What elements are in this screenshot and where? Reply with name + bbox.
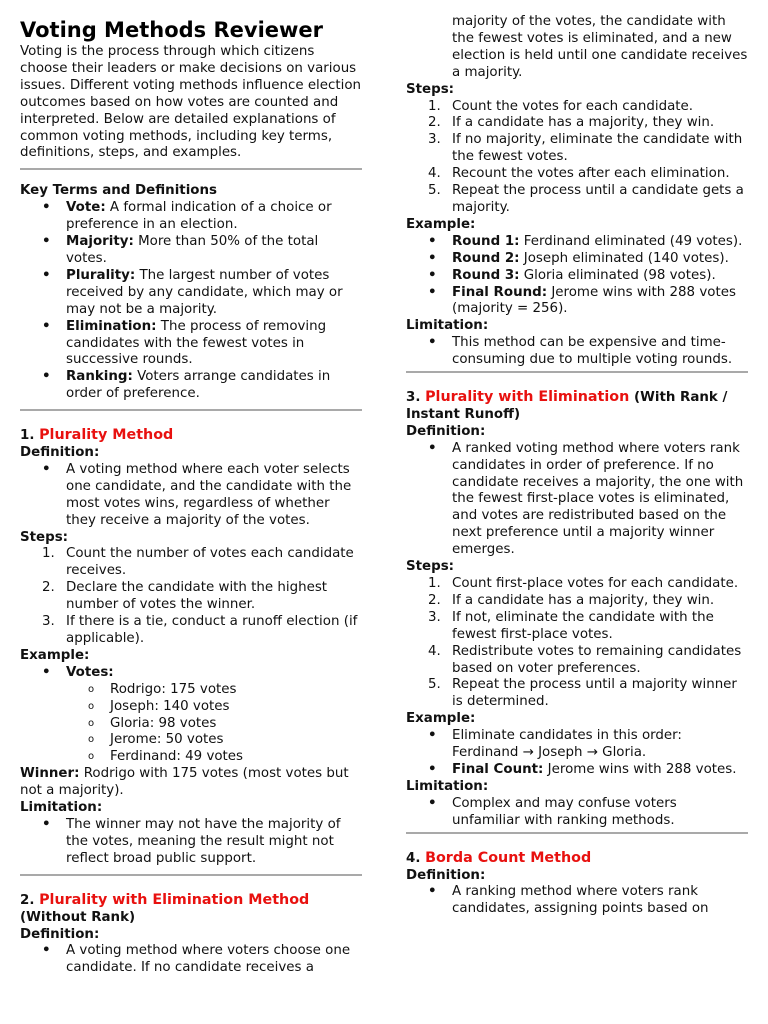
- page-title: Voting Methods Reviewer: [20, 18, 324, 42]
- section-2-subtitle: (Without Rank): [20, 909, 136, 925]
- round-text: Jerome wins with 288 votes (majority = 256).: [452, 284, 736, 317]
- round-text: Ferdinand eliminated (49 votes).: [519, 233, 743, 249]
- step-text: Declare the candidate with the highest number of votes the winner.: [66, 580, 328, 613]
- step-number: 4.: [428, 643, 441, 659]
- list-item: [428, 251, 748, 268]
- divider: [20, 168, 362, 170]
- limitation-label: Limitation:: [406, 318, 489, 334]
- step-number: 2.: [428, 592, 441, 608]
- divider: [20, 874, 362, 876]
- term: Majority:: [66, 234, 134, 250]
- limitation-list: [42, 817, 362, 868]
- step-item: [428, 166, 748, 183]
- limitation-list: [428, 335, 748, 369]
- steps-list: [428, 99, 748, 217]
- round-label: Round 2:: [452, 250, 520, 266]
- vote-item: o Joseph: 140 votes: [88, 699, 362, 716]
- limitation-label: Limitation:: [406, 778, 489, 794]
- list-item: [42, 665, 362, 766]
- term-definition: More than 50% of the total votes.: [66, 234, 319, 266]
- vote-item: o Gloria: 98 votes: [88, 716, 362, 733]
- vote-item: o Jerome: 50 votes: [88, 732, 362, 749]
- step-item: [428, 183, 748, 217]
- example-label: Example:: [406, 216, 476, 232]
- divider: [406, 832, 748, 834]
- step-text: Recount the votes after each elimination.: [452, 166, 730, 182]
- term: Ranking:: [66, 369, 133, 385]
- step-number: 3.: [428, 609, 441, 625]
- definition-label: Definition:: [406, 423, 486, 439]
- list-item: [42, 319, 362, 370]
- step-text: If a candidate has a majority, they win.: [452, 592, 715, 608]
- winner-line: [20, 766, 362, 800]
- step-text: If no majority, eliminate the candidate with the fewest votes.: [452, 132, 743, 165]
- step-number: 3.: [42, 614, 55, 630]
- section-4-title: Borda Count Method: [425, 849, 592, 866]
- list-item: [428, 762, 748, 779]
- list-item: [428, 285, 748, 319]
- list-item: [428, 234, 748, 251]
- key-terms-heading: Key Terms and Definitions: [20, 183, 217, 199]
- step-text: Redistribute votes to remaining candidates based on voter preferences.: [452, 643, 742, 676]
- section-number: 3.: [406, 390, 426, 406]
- round-label: Round 3:: [452, 267, 520, 283]
- round-text: Joseph eliminated (140 votes).: [519, 250, 729, 266]
- step-item: [428, 132, 748, 166]
- step-item: [428, 115, 748, 132]
- step-number: 5.: [428, 677, 441, 693]
- vote-item: o Ferdinand: 49 votes: [88, 749, 362, 766]
- intro-paragraph: Voting is the process through which citizens choose their leaders or make decisions on various issues. Different voting methods influence election outcomes based on how votes are counted and interpreted. Below are detailed explanations of common voting methods, including key terms, definitions, steps, and examples.: [20, 44, 362, 161]
- step-text: If there is a tie, conduct a runoff election (if applicable).: [66, 614, 358, 646]
- step-item: [428, 644, 748, 678]
- section-3-heading: [406, 389, 748, 424]
- final-count-label: Final Count:: [452, 761, 544, 777]
- section-2-heading: [20, 892, 362, 910]
- key-terms-list: [42, 200, 362, 403]
- step-text: Repeat the process until a majority winner is determined.: [452, 677, 737, 710]
- round-text: Gloria eliminated (98 votes).: [519, 267, 716, 283]
- left-column: [20, 17, 362, 977]
- step-item: [42, 580, 362, 614]
- definition-label: Definition:: [406, 867, 486, 883]
- example-label: Example:: [406, 711, 476, 727]
- list-item: • This method can be expensive and time-consuming due to multiple voting rounds.: [428, 335, 748, 369]
- term-definition: A formal indication of a choice or preference in an election.: [66, 200, 332, 233]
- term: Plurality:: [66, 267, 136, 283]
- definition-label: Definition:: [20, 445, 100, 461]
- step-item: [428, 576, 748, 593]
- step-text: Count first-place votes for each candidate.: [452, 576, 739, 591]
- list-item: • A voting method where voters choose one candidate. If no candidate receives a: [42, 943, 362, 977]
- example-list: [428, 234, 748, 319]
- section-number: 2.: [20, 892, 40, 908]
- example-label: Example:: [20, 647, 90, 663]
- divider: [20, 409, 362, 411]
- votes-list: [88, 682, 362, 767]
- divider: [406, 371, 748, 373]
- list-item: [42, 234, 362, 268]
- step-text: Repeat the process until a candidate gets a majority.: [452, 183, 744, 215]
- steps-label: Steps:: [406, 559, 455, 575]
- winner-label: Winner:: [20, 766, 80, 782]
- steps-label: Steps:: [406, 81, 455, 97]
- list-item: • Eliminate candidates in this order: Ferdinand → Joseph → Gloria.: [428, 728, 748, 762]
- section-3-subtitle: (With Rank / Instant Runoff): [406, 390, 728, 422]
- list-item: • A voting method where each voter selects one candidate, and the candidate with the most votes wins, regardless of whether they receive a majority of the votes.: [42, 462, 362, 530]
- section-4-heading: [406, 850, 748, 868]
- step-number: 1.: [42, 546, 55, 562]
- definition-continued: [428, 14, 748, 82]
- list-item: [42, 200, 362, 234]
- section-1-title: Plurality Method: [39, 427, 174, 444]
- step-number: 1.: [428, 576, 441, 591]
- steps-list: [428, 576, 748, 711]
- term: Vote:: [66, 200, 106, 216]
- step-number: 5.: [428, 183, 441, 199]
- list-item: [42, 369, 362, 403]
- step-number: 2.: [428, 115, 441, 131]
- list-item: [428, 268, 748, 285]
- term-definition: Voters arrange candidates in order of preference.: [66, 369, 331, 402]
- example-list: [42, 665, 362, 766]
- definition-list: [42, 943, 362, 977]
- section-number: 4.: [406, 850, 426, 866]
- step-number: 4.: [428, 166, 441, 182]
- step-number: 1.: [428, 98, 441, 114]
- term-definition: The process of removing candidates with the fewest votes in successive rounds.: [66, 318, 327, 368]
- list-item: [42, 268, 362, 319]
- steps-label: Steps:: [20, 529, 69, 545]
- list-item: • The winner may not have the majority of the votes, meaning the result might not reflect broad public support.: [42, 817, 362, 868]
- step-item: [428, 610, 748, 644]
- term: Elimination:: [66, 318, 157, 334]
- step-text: Count the votes for each candidate.: [452, 98, 694, 114]
- section-1-heading: [20, 427, 362, 445]
- vote-item: o Rodrigo: 175 votes: [88, 682, 362, 699]
- example-list: [428, 728, 748, 779]
- step-number: 3.: [428, 132, 441, 148]
- step-item: [42, 614, 362, 648]
- step-text: If not, eliminate the candidate with the fewest first-place votes.: [452, 609, 714, 642]
- step-number: 2.: [42, 580, 55, 596]
- term-definition: The largest number of votes received by any candidate, which may or may not be a majority.: [66, 267, 343, 317]
- right-column: [406, 14, 748, 918]
- definition-list: [428, 441, 748, 559]
- definition-list: [428, 884, 748, 918]
- section-number: 1.: [20, 428, 40, 444]
- winner-text: Rodrigo with 175 votes (most votes but not a majority).: [20, 766, 349, 799]
- steps-list: [42, 546, 362, 647]
- step-text: If a candidate has a majority, they win.: [452, 115, 715, 131]
- votes-label: Votes:: [66, 664, 114, 680]
- step-item: [428, 593, 748, 610]
- list-item: • A ranked voting method where voters rank candidates in order of preference. If no candidate receives a majority, the one with the fewest first-place votes is eliminated, and votes are redistributed based on the next preference until a majority winner emerges.: [428, 441, 748, 559]
- round-label: Round 1:: [452, 233, 520, 249]
- list-item: • Complex and may confuse voters unfamiliar with ranking methods.: [428, 796, 748, 830]
- step-item: [42, 546, 362, 580]
- final-count-text: Jerome wins with 288 votes.: [543, 761, 737, 777]
- limitation-list: [428, 796, 748, 830]
- step-item: [428, 677, 748, 711]
- section-3-title: Plurality with Elimination: [425, 389, 630, 406]
- list-item: • A ranking method where voters rank candidates, assigning points based on: [428, 884, 748, 918]
- section-2-title: Plurality with Elimination Method: [39, 891, 310, 908]
- list-item: majority of the votes, the candidate with the fewest votes is eliminated, and a new election is held until one candidate receives a majority.: [452, 14, 748, 80]
- limitation-label: Limitation:: [20, 800, 103, 816]
- step-text: Count the number of votes each candidate receives.: [66, 546, 354, 579]
- definition-list: [42, 462, 362, 530]
- definition-label: Definition:: [20, 926, 100, 942]
- round-label: Final Round:: [452, 284, 548, 300]
- step-item: [428, 99, 748, 116]
